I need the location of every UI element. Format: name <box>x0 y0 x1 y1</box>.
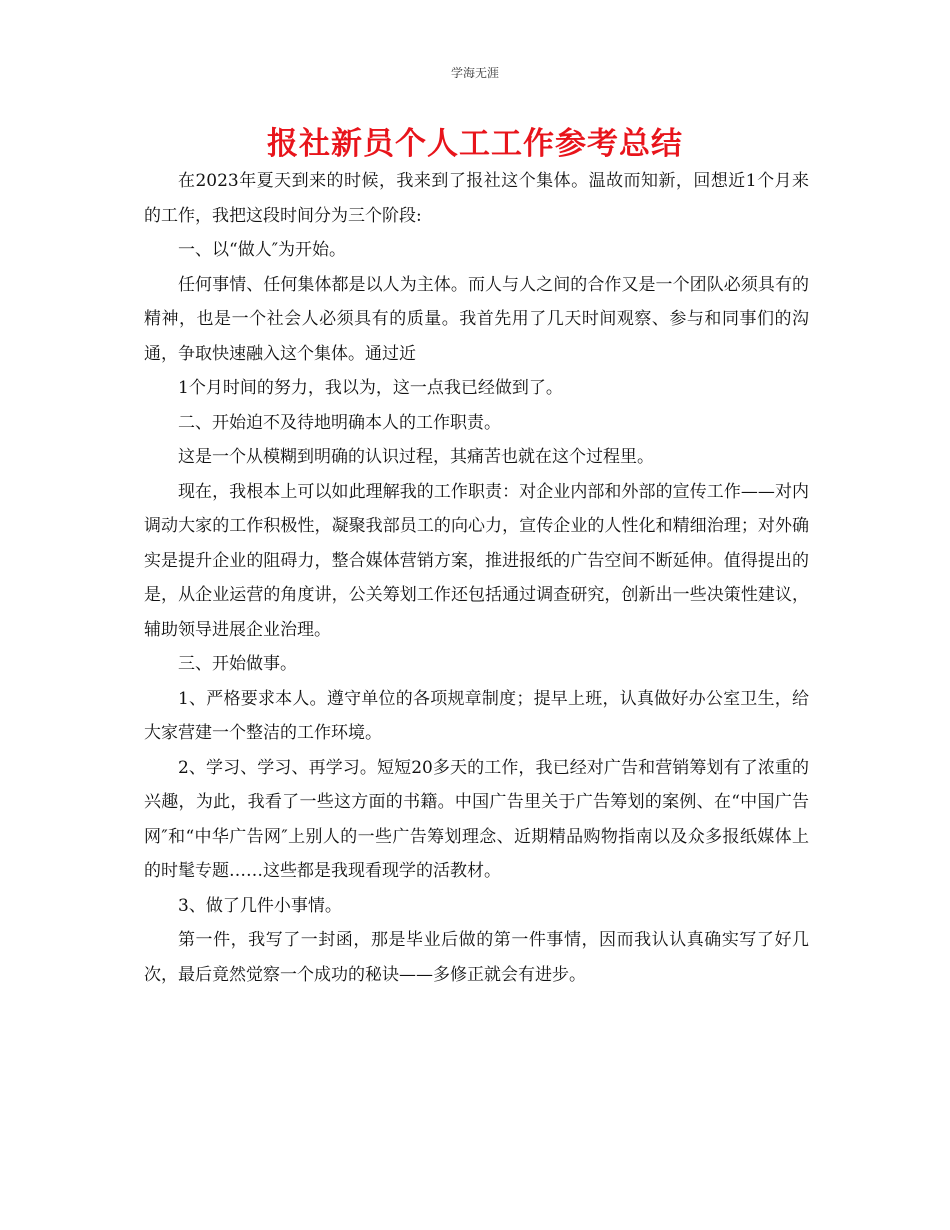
list-item-3: 3、做了几件小事情。 <box>178 895 342 916</box>
section-heading-3: 三、开始做事。 <box>178 654 297 674</box>
document-body <box>144 164 809 992</box>
list-item-2: 2、学习、学习、再学习。短短20多天的工作，我已经对广告和营销筹划有了浓重的兴趣，为此，我看了一些这方面的书籍。中国广告里关于广告筹划的案例、在“中国广告网″和“中华广告网″上别人的一些广告筹划理念、近期精品购物指南以及众多报纸媒体上的时髦专题……这些都是我现看现学的活教材。 <box>144 757 809 881</box>
paragraph: 这是一个从模糊到明确的认识过程，其痛苦也就在这个过程里。 <box>178 447 654 467</box>
paragraph-intro: 在2023年夏天到来的时候，我来到了报社这个集体。温故而知新，回想近1个月来的工作，我把这段时间分为三个阶段: <box>144 171 809 226</box>
paragraph: 1个月时间的努力，我以为，这一点我已经做到了。 <box>178 378 563 398</box>
document-title: 报社新员个人工工作参考总结 <box>267 126 683 162</box>
section-heading-1: 一、以“做人″为开始。 <box>178 240 347 260</box>
page-header: 学海无涯 <box>450 66 499 80</box>
paragraph: 第一件，我写了一封函，那是毕业后做的第一件事情，因而我认认真确实写了好几次，最后竟然觉察一个成功的秘诀——多修正就会有进步。 <box>144 930 809 985</box>
section-heading-2: 二、开始迫不及待地明确本人的工作职责。 <box>178 412 501 433</box>
paragraph: 现在，我根本上可以如此理解我的工作职责：对企业内部和外部的宣传工作——对内调动大家的工作积极性，凝聚我部员工的向心力，宣传企业的人性化和精细治理；对外确实是提升企业的阻碍力，整合媒体营销方案，推进报纸的广告空间不断延伸。值得提出的是，从企业运营的角度讲，公关筹划工作还包括通过调查研究，创新出一些决策性建议，辅助领导进展企业治理。 <box>144 481 809 640</box>
paragraph: 任何事情、任何集体都是以人为主体。而人与人之间的合作又是一个团队必须具有的精神，也是一个社会人必须具有的质量。我首先用了几天时间观察、参与和同事们的沟通，争取快速融入这个集体。通过近 <box>144 274 809 364</box>
list-item-1: 1、严格要求本人。遵守单位的各项规章制度；提早上班，认真做好办公室卫生，给大家营建一个整洁的工作环境。 <box>144 688 809 743</box>
